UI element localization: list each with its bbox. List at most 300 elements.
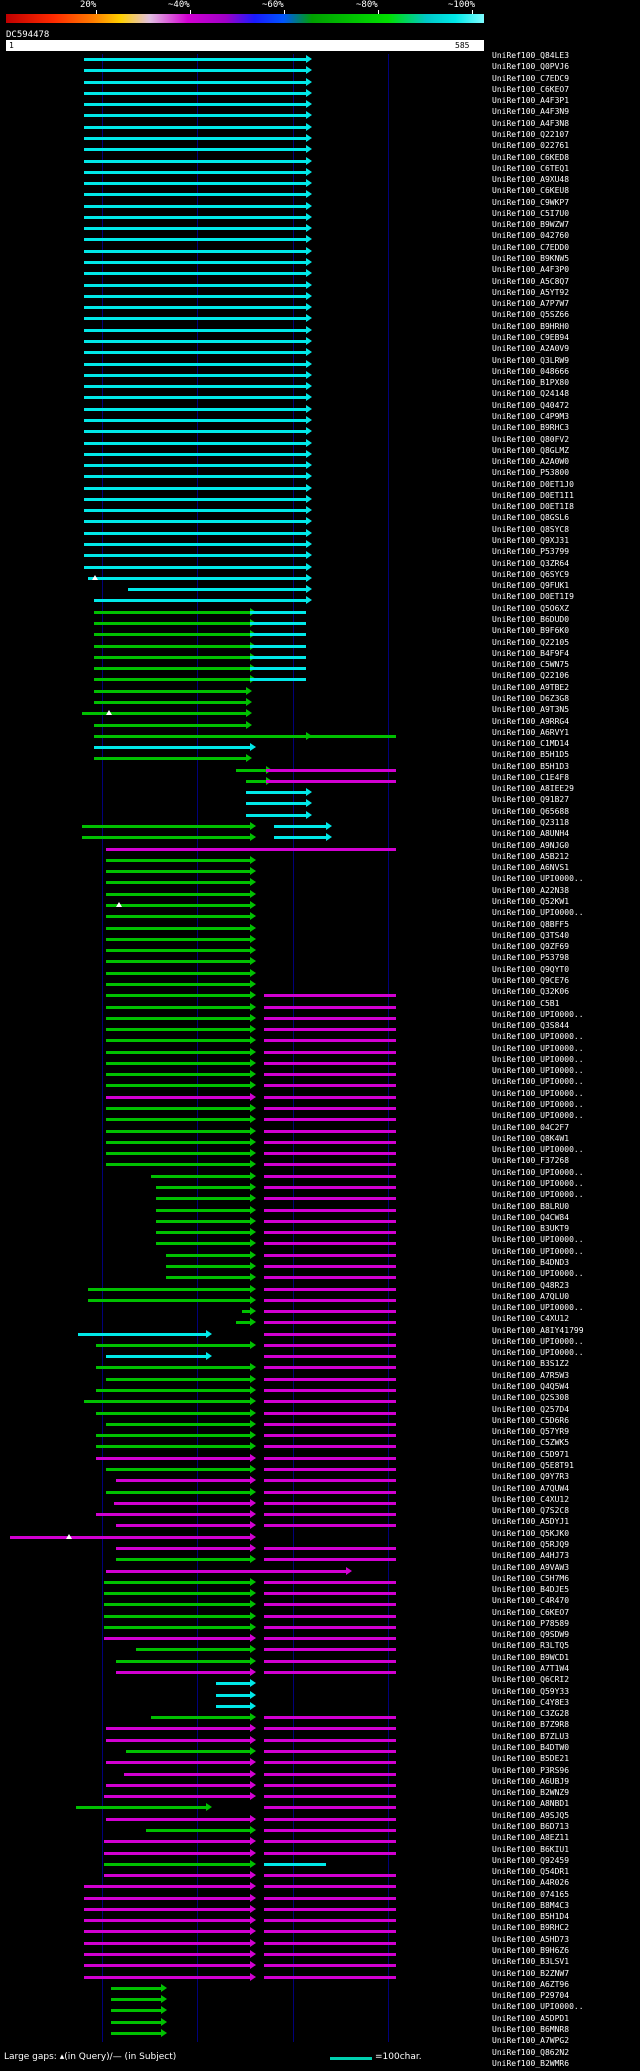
hsp-bar[interactable] [264, 1073, 396, 1076]
hsp-bar[interactable] [264, 1592, 396, 1595]
hsp-bar[interactable] [264, 1051, 396, 1054]
hsp-bar[interactable] [106, 1118, 250, 1121]
hsp-bar[interactable] [264, 1829, 396, 1832]
subject-label-link[interactable]: UniRef100_Q8GSL6 [492, 513, 570, 523]
alignment-row[interactable] [6, 821, 484, 832]
hsp-bar[interactable] [106, 994, 250, 997]
alignment-row[interactable] [6, 1058, 484, 1069]
subject-label-link[interactable]: UniRef100_B1PX80 [492, 378, 570, 388]
hsp-bar[interactable] [84, 543, 306, 546]
subject-label-link[interactable]: UniRef100_A8IEE29 [492, 784, 574, 794]
hsp-bar[interactable] [111, 2021, 161, 2024]
alignment-row[interactable] [6, 189, 484, 200]
hsp-bar[interactable] [94, 701, 246, 704]
hsp-bar[interactable] [156, 1242, 250, 1245]
hsp-bar[interactable] [106, 1761, 250, 1764]
hsp-bar[interactable] [111, 1998, 161, 2001]
alignment-row[interactable] [6, 1306, 484, 1317]
subject-label-link[interactable]: UniRef100_C6KED8 [492, 152, 570, 162]
hsp-bar[interactable] [264, 1344, 396, 1347]
subject-label-link[interactable]: UniRef100_D0ET1J0 [492, 479, 574, 489]
hsp-bar[interactable] [264, 1750, 396, 1753]
alignment-row[interactable] [6, 528, 484, 539]
hsp-bar[interactable] [104, 1581, 250, 1584]
subject-label-link[interactable]: UniRef100_C4XU12 [492, 1314, 570, 1324]
alignment-row[interactable] [6, 1441, 484, 1452]
hsp-bar[interactable] [84, 442, 306, 445]
hsp-bar[interactable] [156, 1231, 250, 1234]
hsp-bar[interactable] [116, 1479, 250, 1482]
subject-label-link[interactable]: UniRef100_B9H6Z6 [492, 1946, 570, 1956]
hsp-bar[interactable] [84, 1908, 250, 1911]
subject-label-link[interactable]: UniRef100_C6KEO7 [492, 1607, 570, 1617]
subject-label-link[interactable]: UniRef100_B8LRU0 [492, 1201, 570, 1211]
subject-label-link[interactable]: UniRef100_B3UKT9 [492, 1224, 570, 1234]
alignment-row[interactable] [6, 516, 484, 527]
hsp-bar[interactable] [266, 780, 396, 783]
hsp-bar[interactable] [96, 1389, 250, 1392]
hsp-bar[interactable] [88, 1299, 250, 1302]
subject-label-link[interactable]: UniRef100_B6KIU1 [492, 1844, 570, 1854]
subject-label-link[interactable]: UniRef100_P29704 [492, 1991, 570, 2001]
subject-label-link[interactable]: UniRef100_UPI0000.. [492, 1336, 584, 1346]
hsp-bar[interactable] [264, 1107, 396, 1110]
subject-label-link[interactable]: UniRef100_Q9FUK1 [492, 581, 570, 591]
alignment-row[interactable] [6, 1396, 484, 1407]
alignment-row[interactable] [6, 742, 484, 753]
hsp-bar[interactable] [264, 1818, 396, 1821]
subject-label-link[interactable]: UniRef100_A7QLU0 [492, 1291, 570, 1301]
alignment-row[interactable] [6, 246, 484, 257]
alignment-row[interactable] [6, 1002, 484, 1013]
hsp-bar[interactable] [84, 103, 306, 106]
subject-label-link[interactable]: UniRef100_B4DND3 [492, 1257, 570, 1267]
subject-label-link[interactable]: UniRef100_UPI0000.. [492, 1179, 584, 1188]
subject-label-link[interactable]: UniRef100_A4HJ73 [492, 1551, 570, 1561]
subject-label-link[interactable]: UniRef100_A8UNH4 [492, 829, 570, 839]
hsp-bar[interactable] [166, 1265, 250, 1268]
subject-label-link[interactable]: UniRef100_074165 [492, 1889, 570, 1899]
alignment-row[interactable] [6, 1385, 484, 1396]
subject-label-link[interactable]: UniRef100_C4P9M3 [492, 411, 570, 421]
alignment-row[interactable] [6, 674, 484, 685]
hsp-bar[interactable] [94, 656, 250, 659]
alignment-row[interactable] [6, 1453, 484, 1464]
hsp-bar[interactable] [84, 374, 306, 377]
hsp-bar[interactable] [274, 836, 326, 839]
subject-label-link[interactable]: UniRef100_C5WN75 [492, 660, 570, 670]
subject-label-link[interactable]: UniRef100_Q80FV2 [492, 434, 570, 444]
hsp-bar[interactable] [84, 114, 306, 117]
hsp-bar[interactable] [96, 1513, 250, 1516]
hsp-bar[interactable] [264, 1524, 396, 1527]
hsp-bar[interactable] [84, 464, 306, 467]
hsp-bar[interactable] [96, 1434, 250, 1437]
subject-label-link[interactable]: UniRef100_B8M4C3 [492, 1900, 570, 1910]
hsp-bar[interactable] [84, 69, 306, 72]
hsp-bar[interactable] [264, 1637, 396, 1640]
alignment-row[interactable] [6, 426, 484, 437]
alignment-row[interactable] [6, 381, 484, 392]
hsp-bar[interactable] [106, 848, 396, 851]
hsp-bar[interactable] [264, 1558, 396, 1561]
hsp-bar[interactable] [264, 1130, 396, 1133]
alignment-row[interactable] [6, 54, 484, 65]
subject-label-link[interactable]: UniRef100_Q3LRW9 [492, 355, 570, 365]
alignment-row[interactable] [6, 562, 484, 573]
hsp-bar[interactable] [84, 148, 306, 151]
alignment-row[interactable] [6, 697, 484, 708]
hsp-bar[interactable] [84, 419, 306, 422]
subject-label-link[interactable]: UniRef100_C6KEO7 [492, 84, 570, 94]
alignment-row[interactable] [6, 618, 484, 629]
hsp-bar[interactable] [264, 1333, 396, 1336]
alignment-row[interactable] [6, 652, 484, 663]
hsp-bar[interactable] [106, 983, 250, 986]
hsp-bar[interactable] [264, 1648, 396, 1651]
subject-label-link[interactable]: UniRef100_B5H1D4 [492, 1912, 570, 1922]
alignment-row[interactable] [6, 945, 484, 956]
subject-label-link[interactable]: UniRef100_Q52KW1 [492, 897, 570, 906]
hsp-bar[interactable] [94, 724, 246, 727]
subject-label-link[interactable]: UniRef100_A5C8Q7 [492, 276, 570, 286]
alignment-row[interactable] [6, 584, 484, 595]
hsp-bar[interactable] [264, 1908, 396, 1911]
alignment-row[interactable] [6, 663, 484, 674]
alignment-row[interactable] [6, 1723, 484, 1734]
subject-label-link[interactable]: UniRef100_A9XU48 [492, 175, 570, 185]
hsp-bar[interactable] [104, 1840, 250, 1843]
hsp-bar[interactable] [264, 1197, 396, 1200]
alignment-row[interactable] [6, 1103, 484, 1114]
hsp-bar[interactable] [84, 171, 306, 174]
alignment-row[interactable] [6, 1148, 484, 1159]
hsp-bar[interactable] [264, 1276, 396, 1279]
subject-label-link[interactable]: UniRef100_C3ZG28 [492, 1709, 570, 1719]
alignment-row[interactable] [6, 1035, 484, 1046]
hsp-bar[interactable] [106, 949, 250, 952]
alignment-row[interactable] [6, 1949, 484, 1960]
hsp-bar[interactable] [216, 1705, 250, 1708]
subject-label-link[interactable]: UniRef100_Q22105 [492, 637, 570, 647]
hsp-bar[interactable] [96, 1445, 250, 1448]
hsp-bar[interactable] [84, 227, 306, 230]
alignment-row[interactable] [6, 1960, 484, 1971]
hsp-bar[interactable] [264, 1423, 396, 1426]
hsp-bar[interactable] [264, 1897, 396, 1900]
hsp-bar[interactable] [106, 1784, 250, 1787]
hsp-bar[interactable] [84, 554, 306, 557]
hsp-bar[interactable] [94, 645, 250, 648]
alignment-row[interactable] [6, 1069, 484, 1080]
subject-label-link[interactable]: UniRef100_A8IY41799 [492, 1325, 584, 1335]
hsp-bar[interactable] [156, 1220, 250, 1223]
hsp-bar[interactable] [106, 1423, 250, 1426]
alignment-row[interactable] [6, 483, 484, 494]
hsp-bar[interactable] [264, 1795, 396, 1798]
hsp-bar[interactable] [96, 1412, 250, 1415]
alignment-row[interactable] [6, 1543, 484, 1554]
subject-label-link[interactable]: UniRef100_D0ET1I1 [492, 490, 574, 500]
alignment-row[interactable] [6, 415, 484, 426]
hsp-bar[interactable] [78, 1333, 206, 1336]
subject-label-link[interactable]: UniRef100_A2A0W0 [492, 457, 570, 467]
hsp-bar[interactable] [236, 769, 266, 772]
hsp-bar[interactable] [128, 588, 306, 591]
hsp-bar[interactable] [84, 509, 306, 512]
hsp-bar[interactable] [264, 1434, 396, 1437]
hsp-bar[interactable] [250, 622, 306, 625]
hsp-bar[interactable] [84, 58, 306, 61]
hsp-bar[interactable] [264, 1671, 396, 1674]
hsp-bar[interactable] [266, 769, 396, 772]
alignment-row[interactable] [6, 223, 484, 234]
hsp-bar[interactable] [104, 1592, 250, 1595]
hsp-bar[interactable] [264, 1953, 396, 1956]
hsp-bar[interactable] [84, 250, 306, 253]
subject-label-link[interactable]: UniRef100_Q5KJK0 [492, 1528, 570, 1538]
hsp-bar[interactable] [106, 915, 250, 918]
hsp-bar[interactable] [264, 1039, 396, 1042]
hsp-bar[interactable] [84, 295, 306, 298]
hsp-bar[interactable] [166, 1276, 250, 1279]
hsp-bar[interactable] [106, 1084, 250, 1087]
subject-label-link[interactable]: UniRef100_Q22107 [492, 129, 570, 139]
hsp-bar[interactable] [264, 1840, 396, 1843]
hsp-bar[interactable] [84, 396, 306, 399]
alignment-row[interactable] [6, 1520, 484, 1531]
subject-label-link[interactable]: UniRef100_UPI0000.. [492, 2002, 584, 2012]
alignment-row[interactable] [6, 1013, 484, 1024]
alignment-row[interactable] [6, 1532, 484, 1543]
subject-label-link[interactable]: UniRef100_UPI0000.. [492, 874, 584, 884]
subject-label-link[interactable]: UniRef100_D6Z3G8 [492, 693, 570, 703]
hsp-bar[interactable] [84, 351, 306, 354]
subject-label-link[interactable]: UniRef100_A4F3N8 [492, 118, 570, 128]
hsp-bar[interactable] [264, 1491, 396, 1494]
subject-label-link[interactable]: UniRef100_Q40472 [492, 400, 570, 410]
subject-label-link[interactable]: UniRef100_Q5O6XZ [492, 603, 570, 613]
subject-label-link[interactable]: UniRef100_Q7S2C8 [492, 1506, 570, 1516]
alignment-row[interactable] [6, 336, 484, 347]
hsp-bar[interactable] [264, 1084, 396, 1087]
hsp-bar[interactable] [106, 870, 250, 873]
alignment-row[interactable] [6, 449, 484, 460]
hsp-bar[interactable] [104, 1795, 250, 1798]
alignment-row[interactable] [6, 1791, 484, 1802]
alignment-row[interactable] [6, 201, 484, 212]
hsp-bar[interactable] [264, 1265, 396, 1268]
subject-label-link[interactable]: UniRef100_P53800 [492, 468, 570, 478]
hsp-bar[interactable] [106, 972, 250, 975]
hsp-bar[interactable] [264, 1806, 396, 1809]
subject-label-link[interactable]: UniRef100_A7QUW4 [492, 1483, 570, 1493]
hsp-bar[interactable] [146, 1829, 250, 1832]
subject-label-link[interactable]: UniRef100_Q9CE76 [492, 975, 570, 985]
hsp-bar[interactable] [264, 1062, 396, 1065]
hsp-bar[interactable] [250, 633, 306, 636]
subject-label-link[interactable]: UniRef100_B2WNZ9 [492, 1788, 570, 1798]
alignment-row[interactable] [6, 234, 484, 245]
hsp-bar[interactable] [156, 1186, 250, 1189]
subject-label-link[interactable]: UniRef100_UPI0000.. [492, 908, 584, 918]
hsp-bar[interactable] [76, 1806, 206, 1809]
hsp-bar[interactable] [264, 1152, 396, 1155]
hsp-bar[interactable] [264, 1547, 396, 1550]
hsp-bar[interactable] [264, 1660, 396, 1663]
subject-label-link[interactable]: UniRef100_P53799 [492, 547, 570, 557]
hsp-bar[interactable] [116, 1547, 250, 1550]
subject-label-link[interactable]: UniRef100_A5B212 [492, 851, 570, 861]
hsp-bar[interactable] [84, 182, 306, 185]
alignment-row[interactable] [6, 1340, 484, 1351]
alignment-row[interactable] [6, 573, 484, 584]
subject-label-link[interactable]: UniRef100_Q3S844 [492, 1021, 570, 1031]
hsp-bar[interactable] [306, 735, 396, 738]
hsp-bar[interactable] [106, 1006, 250, 1009]
hsp-bar[interactable] [84, 284, 306, 287]
subject-label-link[interactable]: UniRef100_UPI0000.. [492, 1043, 584, 1053]
alignment-row[interactable] [6, 731, 484, 742]
hsp-bar[interactable] [84, 317, 306, 320]
subject-label-link[interactable]: UniRef100_B5H1D3 [492, 761, 570, 771]
hsp-bar[interactable] [264, 1209, 396, 1212]
subject-label-link[interactable]: UniRef100_Q5E8T91 [492, 1461, 574, 1470]
subject-label-link[interactable]: UniRef100_UPI0000.. [492, 1246, 584, 1256]
hsp-bar[interactable] [166, 1254, 250, 1257]
alignment-row[interactable] [6, 1701, 484, 1712]
alignment-row[interactable] [6, 1171, 484, 1182]
subject-label-link[interactable]: UniRef100_UPI0000.. [492, 1088, 584, 1098]
subject-label-link[interactable]: UniRef100_042760 [492, 231, 570, 241]
subject-label-link[interactable]: UniRef100_Q59Y33 [492, 1686, 570, 1696]
alignment-row[interactable] [6, 1430, 484, 1441]
hsp-bar[interactable] [104, 1603, 250, 1606]
hsp-bar[interactable] [264, 1852, 396, 1855]
subject-label-link[interactable]: UniRef100_A9TBE2 [492, 682, 570, 692]
hsp-bar[interactable] [246, 802, 306, 805]
hsp-bar[interactable] [264, 1784, 396, 1787]
alignment-row[interactable] [6, 212, 484, 223]
alignment-row[interactable] [6, 1317, 484, 1328]
alignment-row[interactable] [6, 1746, 484, 1757]
alignment-row[interactable] [6, 1814, 484, 1825]
hsp-bar[interactable] [111, 2032, 161, 2035]
subject-label-link[interactable]: UniRef100_C4XU12 [492, 1494, 570, 1504]
subject-label-link[interactable]: UniRef100_A2A0V9 [492, 344, 570, 354]
subject-label-link[interactable]: UniRef100_B7Z9R8 [492, 1720, 570, 1730]
subject-label-link[interactable]: UniRef100_Q9QYT0 [492, 964, 570, 974]
hsp-bar[interactable] [84, 363, 306, 366]
alignment-row[interactable] [6, 280, 484, 291]
hsp-bar[interactable] [106, 859, 250, 862]
subject-label-link[interactable]: UniRef100_Q4CW84 [492, 1212, 570, 1222]
subject-label-link[interactable]: UniRef100_C5ZWK5 [492, 1438, 570, 1448]
subject-label-link[interactable]: UniRef100_C5B1 [492, 998, 560, 1008]
alignment-row[interactable] [6, 460, 484, 471]
subject-label-link[interactable]: UniRef100_F37268 [492, 1156, 570, 1166]
subject-label-link[interactable]: UniRef100_C5D971 [492, 1449, 570, 1459]
hsp-bar[interactable] [264, 994, 396, 997]
alignment-row[interactable] [6, 313, 484, 324]
hsp-bar[interactable] [264, 1389, 396, 1392]
subject-label-link[interactable]: UniRef100_A9RRG4 [492, 716, 570, 726]
hsp-bar[interactable] [136, 1648, 250, 1651]
hsp-bar[interactable] [264, 1863, 326, 1866]
hsp-bar[interactable] [106, 938, 250, 941]
alignment-row[interactable] [6, 1633, 484, 1644]
alignment-row[interactable] [6, 1599, 484, 1610]
hsp-bar[interactable] [264, 1603, 396, 1606]
hsp-bar[interactable] [264, 1457, 396, 1460]
subject-label-link[interactable]: UniRef100_A5HD73 [492, 1934, 570, 1944]
subject-label-link[interactable]: UniRef100_C9WKP7 [492, 197, 570, 207]
alignment-row[interactable] [6, 1498, 484, 1509]
subject-label-link[interactable]: UniRef100_Q9Y7R3 [492, 1472, 570, 1482]
hsp-bar[interactable] [106, 1039, 250, 1042]
alignment-row[interactable] [6, 1904, 484, 1915]
subject-label-link[interactable]: UniRef100_Q9SDW9 [492, 1630, 570, 1640]
hsp-bar[interactable] [106, 1355, 206, 1358]
alignment-row[interactable] [6, 1250, 484, 1261]
hsp-bar[interactable] [264, 1028, 396, 1031]
alignment-row[interactable] [6, 1114, 484, 1125]
subject-label-link[interactable]: UniRef100_Q24148 [492, 389, 570, 399]
alignment-row[interactable] [6, 1329, 484, 1340]
hsp-bar[interactable] [111, 2009, 161, 2012]
alignment-row[interactable] [6, 1588, 484, 1599]
hsp-bar[interactable] [84, 475, 306, 478]
subject-label-link[interactable]: UniRef100_C1E4F8 [492, 772, 570, 782]
hsp-bar[interactable] [250, 645, 306, 648]
alignment-row[interactable] [6, 855, 484, 866]
hsp-bar[interactable] [264, 1400, 396, 1403]
alignment-row[interactable] [6, 889, 484, 900]
hsp-bar[interactable] [264, 1378, 396, 1381]
subject-label-link[interactable]: UniRef100_Q8BFF5 [492, 919, 570, 929]
hsp-bar[interactable] [84, 92, 306, 95]
hsp-bar[interactable] [264, 1502, 396, 1505]
subject-label-link[interactable]: UniRef100_B4F9F4 [492, 648, 570, 658]
alignment-row[interactable] [6, 1419, 484, 1430]
alignment-row[interactable] [6, 65, 484, 76]
alignment-row[interactable] [6, 302, 484, 313]
subject-label-link[interactable]: UniRef100_UPI0000.. [492, 1009, 584, 1019]
subject-label-link[interactable]: UniRef100_D0ET1I9 [492, 592, 574, 602]
hsp-bar[interactable] [94, 611, 250, 614]
subject-label-link[interactable]: UniRef100_Q57YR9 [492, 1427, 570, 1437]
hsp-bar[interactable] [246, 780, 266, 783]
subject-label-link[interactable]: UniRef100_Q257D4 [492, 1404, 570, 1414]
alignment-row[interactable] [6, 1272, 484, 1283]
subject-label-link[interactable]: UniRef100_B6MNR8 [492, 2025, 570, 2034]
hsp-bar[interactable] [106, 1017, 250, 1020]
hsp-bar[interactable] [82, 825, 250, 828]
subject-label-link[interactable]: UniRef100_C4R470 [492, 1596, 570, 1606]
alignment-row[interactable] [6, 1848, 484, 1859]
alignment-row[interactable] [6, 77, 484, 88]
hsp-bar[interactable] [106, 1739, 250, 1742]
alignment-row[interactable] [6, 1295, 484, 1306]
alignment-row[interactable] [6, 686, 484, 697]
hsp-bar[interactable] [84, 566, 306, 569]
hsp-bar[interactable] [94, 678, 250, 681]
subject-label-link[interactable]: UniRef100_Q0PVJ6 [492, 62, 570, 72]
hsp-bar[interactable] [264, 1254, 396, 1257]
alignment-row[interactable] [6, 1487, 484, 1498]
alignment-row[interactable] [6, 1870, 484, 1881]
hsp-bar[interactable] [264, 1445, 396, 1448]
